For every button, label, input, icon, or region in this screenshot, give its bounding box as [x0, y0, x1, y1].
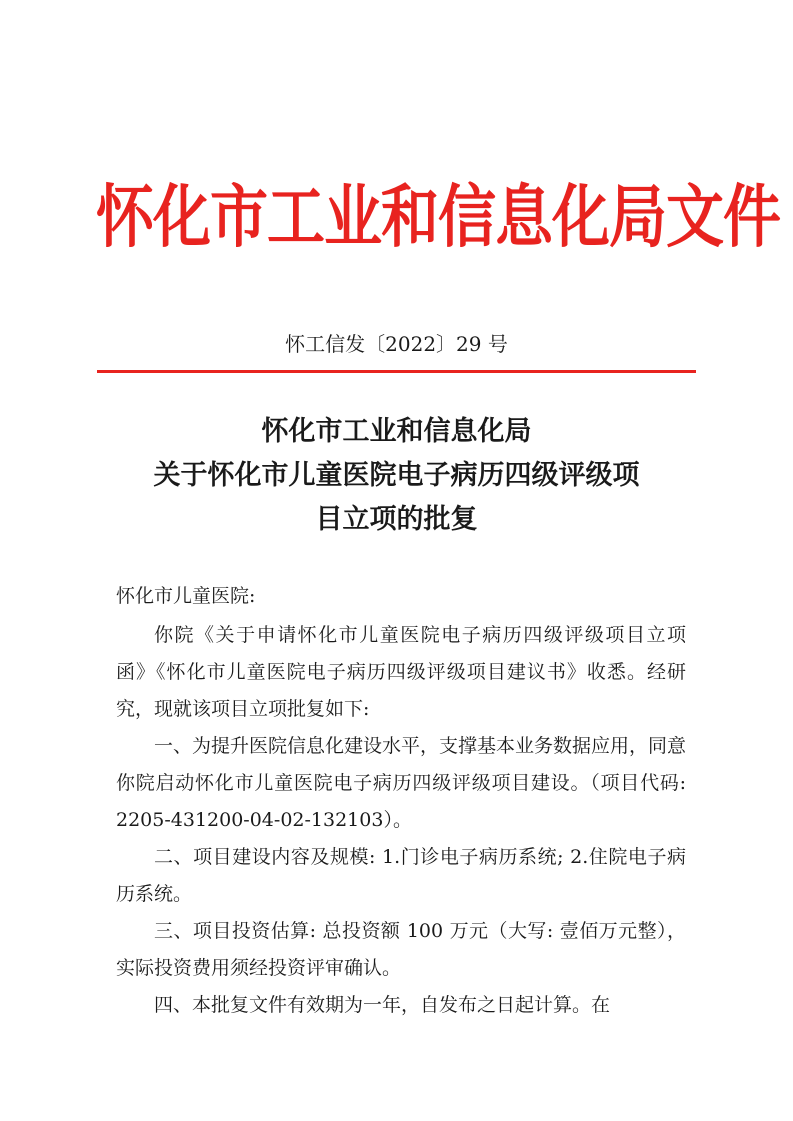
body-paragraph-5: 四、本批复文件有效期为一年，自发布之日起计算。在	[154, 994, 611, 1016]
document-body	[116, 578, 686, 1024]
title-line-2: 关于怀化市儿童医院电子病历四级评级项	[153, 460, 640, 491]
body-paragraph-2: 一、为提升医院信息化建设水平，支撑基本业务数据应用，同意你院启动怀化市儿童医院电子病历四级评级项目建设。（项目代码: 2205-431200-04-02-132103）。	[116, 735, 687, 831]
title-line-1: 怀化市工业和信息化局	[261, 416, 532, 447]
body-paragraph-1: 你院《关于申请怀化市儿童医院电子病历四级评级项目立项函》《怀化市儿童医院电子病历四级评级项目建议书》收悉。经研究，现就该项目立项批复如下:	[116, 624, 686, 720]
document-masthead: 怀化市工业和信息化局文件	[96, 176, 781, 258]
body-paragraph-3: 二、项目建设内容及规模: 1.门诊电子病历系统; 2.住院电子病历系统。	[116, 846, 686, 905]
body-paragraph-4: 三、项目投资估算: 总投资额 100 万元（大写: 壹佰万元整），实际投资费用须经投资评审确认。	[116, 920, 686, 979]
document-number: 怀工信发〔2022〕29 号	[285, 332, 508, 356]
title-line-3: 目立项的批复	[315, 504, 478, 535]
salutation: 怀化市儿童医院:	[116, 585, 256, 607]
red-divider-line	[97, 370, 696, 373]
document-title	[0, 410, 793, 542]
